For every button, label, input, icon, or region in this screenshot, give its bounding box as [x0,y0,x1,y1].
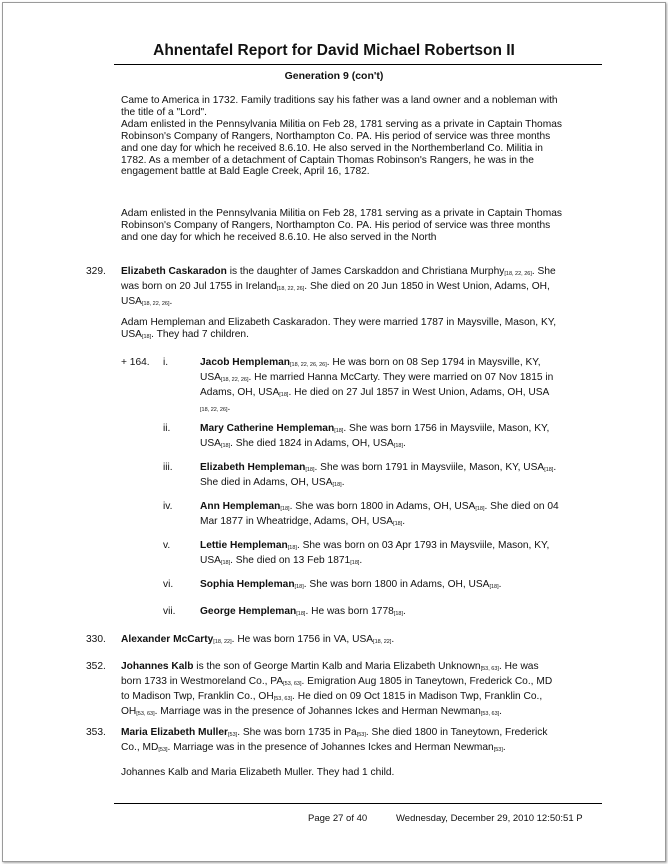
child-name: Jacob Hempleman [200,357,291,368]
entry-text: . He was born 1778 [305,606,394,617]
generation-heading: Generation 9 (con't) [284,70,384,82]
entry-text: . He was [498,661,539,672]
entry-text: . She was born 1756 in Maysviile, Mason, KY, [343,423,550,434]
entry-text: . She was born 1800 in Adams, OH, USA [303,579,490,590]
child-roman-numeral: v. [163,540,171,551]
entry-text: . She died 1824 in Adams, OH, USA [230,437,394,449]
source-ref: [18] [489,584,499,590]
entry-text: . She was born on 03 Apr 1793 in Maysviile, Mason, KY, [296,540,550,551]
entry-text: Adams, OH, USA [200,386,280,398]
child-entry [200,462,600,492]
person-name: Elizabeth Caskaradon [121,266,227,277]
source-ref: [18, 22, 26] [276,285,305,292]
marriage-paragraph: Johannes Kalb and Maria Elizabeth Muller. They had 1 child. [121,767,395,778]
child-ahnentafel-number: + 164. [121,357,150,368]
source-ref: [18, 22, 26] [200,406,228,413]
entry-text: . [402,515,406,527]
entry-text: Co., MD [121,741,159,753]
person-name: Johannes Kalb [121,661,194,672]
source-ref: [18] [544,467,554,473]
source-ref: [53, 63] [273,695,293,702]
entry-text: . He married Hanna McCarty. They were married on 07 Nov 1815 in [248,371,554,383]
source-ref: [18] [393,520,403,527]
source-ref: [18] [393,611,403,617]
entry-text: . She was born 1791 in Maysviile, Mason, KY, USA [314,462,545,473]
source-ref: [18] [220,442,231,449]
entry-text: . She died on 13 Feb 1871 [230,554,351,566]
entry-text: OH [121,705,137,717]
person-name: Alexander McCarty [121,634,214,645]
intro-paragraph [121,95,601,178]
child-name: Mary Catherine Hempleman [200,423,335,434]
entry-number: 353. [86,727,106,738]
entry-text: USA [121,328,142,340]
entry-text: . [553,462,557,473]
entry-text: Adam Hempleman and Elizabeth Caskaradon. They were married 1787 in Maysville, Mason, KY, [121,317,557,328]
source-ref: [18, 22, 26] [220,376,249,383]
entry-text: . [498,579,502,590]
source-ref: [18, 22, 26] [141,300,170,307]
source-ref: [18] [334,428,344,434]
child-entry [200,579,600,594]
source-ref: [53, 63] [480,710,500,717]
child-roman-numeral: iv. [163,501,173,512]
intro-paragraph-2 [121,208,601,244]
source-ref: [53] [493,746,503,753]
source-ref: [18] [305,467,315,473]
person-name: Maria Elizabeth Muller [121,727,228,738]
child-name: Sophia Hempleman [200,579,295,590]
entry-text: . [402,437,406,449]
entry-330 [121,634,601,649]
footer-rule [114,803,602,804]
source-ref: [18] [280,506,290,512]
entry-text: to Madison Twp, Franklin Co., OH [121,690,274,702]
title-rule [114,64,602,65]
intro-line: the title of a "Lord". [121,106,207,118]
entry-text: . She [531,266,556,277]
entry-text: . [227,401,231,413]
source-ref: [18, 22] [373,639,392,645]
intro-line: and one day for which he received 8.6.10. He also served in the North [121,231,437,243]
entry-text: Mar 1877 in Wheatridge, Adams, OH, USA [200,515,394,527]
source-ref: [18, 22, 26] [504,271,532,277]
page-number: Page 27 of 40 [308,813,368,824]
child-name: Ann Hempleman [200,501,281,512]
source-ref: [18] [475,506,485,512]
report-title: Ahnentafel Report for David Michael Robertson II [153,42,515,59]
child-name: George Hempleman [200,606,297,617]
source-ref: [18] [279,391,289,398]
entry-text: . She was born 1800 in Adams, OH, USA [289,501,476,512]
intro-line: Robinson's Company of Rangers, Northampton Co. PA. His period of service was three months [121,219,551,231]
child-entry [200,606,600,621]
intro-line: Adam enlisted in the Pennsylvania Militia on Feb 28, 1781 serving as a private in Captain Thomas [121,118,562,130]
source-ref: [18, 22, 26, 26] [290,362,327,368]
entry-text: is the daughter of James Carskaddon and Christiana Murphy [226,266,505,277]
entry-text: . [341,476,345,488]
entry-text: She died in Adams, OH, USA [200,476,333,488]
entry-number: 330. [86,634,106,645]
intro-line: and one day for which he received 8.6.10. He also served in the Northemberland Co. Militia in [121,142,543,154]
entry-text: . [402,606,406,617]
entry-text: . He was born 1756 in VA, USA [231,634,374,645]
intro-line: engagement battle at Bald Eagle Creek, April 16, 1782. [121,166,370,178]
entry-text: . [169,295,173,307]
entry-text: . Marriage was in the presence of Johannes Ickes and Herman Newman [154,705,481,717]
entry-text: USA [200,437,221,449]
source-ref: [53] [228,732,238,738]
child-entry [200,540,600,570]
source-ref: [18, 22] [213,639,232,645]
entry-text: . She died on 04 [484,501,559,512]
report-page [2,2,666,862]
source-ref: [18] [287,545,297,551]
source-ref: [18] [350,559,360,566]
source-ref: [53] [356,732,366,738]
entry-text: . She died on 20 Jun 1850 in West Union, Adams, OH, [304,280,550,292]
entry-352 [121,661,601,721]
entry-text: is the son of George Martin Kalb and Maria Elizabeth Unknown [193,661,481,672]
entry-number: 352. [86,661,106,672]
source-ref: [53, 63] [136,710,155,717]
report-date: Wednesday, December 29, 2010 12:50:51 P [396,813,583,824]
source-ref: [53, 63] [480,666,499,672]
entry-text: . He was born on 08 Sep 1794 in Maysville, KY, [326,357,541,368]
child-roman-numeral: vii. [163,606,176,617]
entry-text: . He died on 27 Jul 1857 in West Union, Adams, OH, USA [288,386,550,398]
intro-line: 1782. As a member of a detachment of Captain Thomas Robinson's Rangers, he was in the [121,154,534,166]
entry-text: born 1733 in Westmoreland Co., PA [121,675,284,687]
entry-text: . [391,634,395,645]
child-entry [200,501,600,531]
entry-353 [121,727,601,757]
entry-text: . [499,705,503,717]
entry-text: USA [200,371,221,383]
entry-text: USA [200,554,221,566]
child-roman-numeral: iii. [163,462,173,473]
entry-text: . [359,554,363,566]
source-ref: [18] [220,559,231,566]
intro-line: Came to America in 1732. Family traditions say his father was a land owner and a nobleman with [121,95,558,106]
source-ref: [53, 63] [283,680,302,687]
marriage-paragraph [121,317,601,344]
entry-text: was born on 20 Jul 1755 in Ireland [121,280,277,292]
entry-number: 329. [86,266,106,277]
entry-text: . [502,741,506,753]
intro-line: Robinson's Company of Rangers, Northampton Co. PA. His period of service was three months [121,130,551,142]
child-roman-numeral: i. [163,357,169,368]
source-ref: [18] [332,481,342,488]
entry-text: . She died 1800 in Taneytown, Frederick [365,727,548,738]
child-roman-numeral: ii. [163,423,171,434]
entry-text: . She was born 1735 in Pa [237,727,357,738]
source-ref: [18] [141,333,152,340]
entry-text: . Marriage was in the presence of Johannes Ickes and Herman Newman [167,741,494,753]
source-ref: [18] [296,611,306,617]
source-ref: [18] [393,442,403,449]
entry-text: . He died on 09 Oct 1815 in Madison Twp, Franklin Co., [292,690,543,702]
entry-329 [121,266,601,311]
source-ref: [18] [294,584,304,590]
intro-line: Adam enlisted in the Pennsylvania Militia on Feb 28, 1781 serving as a private in Captain Thomas [121,208,562,219]
entry-text: . Emigration Aug 1805 in Taneytown, Frederick Co., MD [301,675,553,687]
source-ref: [53] [158,746,168,753]
child-name: Elizabeth Hempleman [200,462,306,473]
child-name: Lettie Hempleman [200,540,288,551]
child-entry [200,357,600,417]
entry-text: . They had 7 children. [151,328,249,340]
child-entry [200,423,600,453]
child-roman-numeral: vi. [163,579,174,590]
entry-text: USA [121,295,142,307]
